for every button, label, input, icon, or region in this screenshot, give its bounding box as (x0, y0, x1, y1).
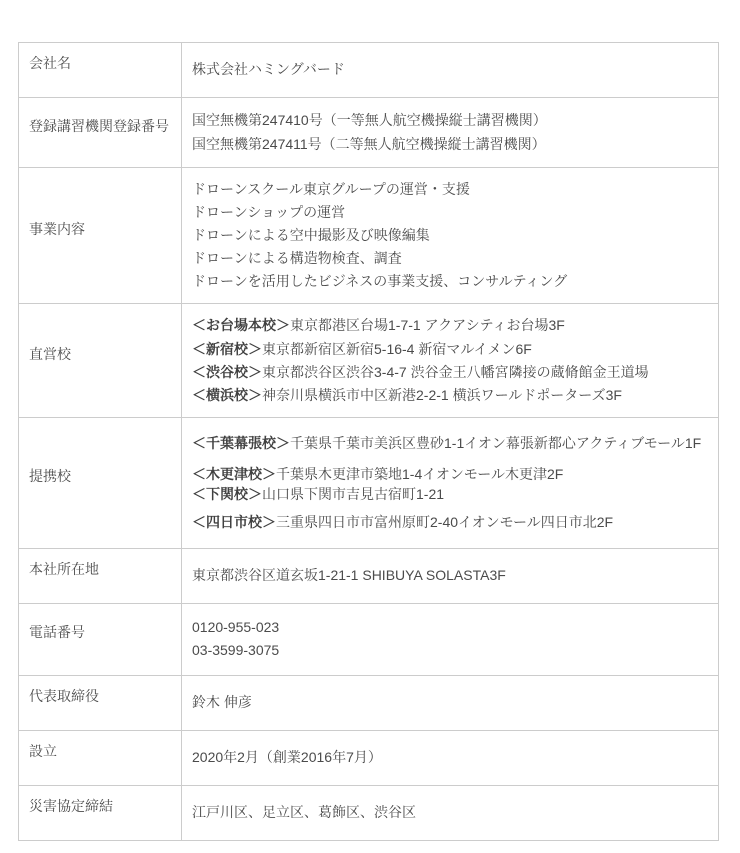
row-value-line (192, 512, 710, 532)
row-value-line (192, 801, 710, 824)
row-value-cell (182, 98, 719, 168)
line-text: 東京都港区台場1-7-1 アクアシティお台場3F (290, 317, 565, 334)
row-value-line (192, 361, 710, 384)
row-value-line (192, 338, 710, 361)
school-name-bold: ＜千葉幕張校＞ (192, 435, 290, 452)
line-text: 三重県四日市市富州原町2-40イオンモール四日市北2F (276, 514, 614, 531)
row-value-cell (182, 603, 719, 675)
row-value-line (192, 433, 710, 453)
row-label-cell (19, 675, 182, 730)
school-name-bold: ＜新宿校＞ (192, 340, 262, 357)
row-value-line (192, 616, 710, 639)
row-label: 事業内容 (29, 220, 85, 237)
row-label-cell (19, 730, 182, 785)
row-value-line (192, 178, 710, 201)
school-name-bold: ＜お台場本校＞ (192, 317, 290, 334)
row-label: 直営校 (29, 345, 71, 362)
row-label: 本社所在地 (29, 560, 99, 577)
table-row-business-description (19, 168, 719, 304)
row-label: 登録講習機関登録番号 (29, 117, 169, 134)
row-value-cell (182, 43, 719, 98)
table-row-establishment-date (19, 730, 719, 785)
row-label: 代表取締役 (29, 687, 99, 704)
phone-number-text: 03-3599-3075 (192, 642, 280, 659)
line-text: 国空無機第247410号（一等無人航空機操縦士講習機関） (192, 112, 547, 129)
row-value-line (192, 464, 710, 484)
row-value-line (192, 224, 710, 247)
table-row-disaster-agreements (19, 785, 719, 840)
row-value-line (192, 314, 710, 337)
row-value-cell (182, 304, 719, 417)
row-label-cell (19, 785, 182, 840)
row-label: 会社名 (29, 55, 71, 71)
line-text: 国空無機第247411号（二等無人航空機操縦士講習機関） (192, 135, 546, 152)
line-text: 千葉県千葉市美浜区豊砂1-1イオン幕張新都心アクティブモール1F (290, 435, 702, 452)
line-text: ドローンスクール東京グループの運営・支援 (192, 181, 470, 197)
line-text: ドローンによる構造物検査、調査 (192, 250, 402, 267)
table-row-company-name (19, 43, 719, 98)
line-text: 神奈川県横浜市中区新港2-2-1 横浜ワールドポーターズ3F (262, 386, 622, 403)
line-text: 千葉県木更津市築地1-4イオンモール木更津2F (276, 465, 564, 482)
line-text: 東京都新宿区新宿5-16-4 新宿マルイメン6F (262, 340, 532, 357)
line-text: 東京都渋谷区道玄坂1-21-1 SHIBUYA SOLASTA3F (192, 567, 506, 584)
line-text: ドローンを活用したビジネスの事業支援、コンサルティング (192, 273, 568, 290)
line-text: 山口県下関市吉見古宿町1-21 (262, 485, 445, 502)
line-text: ドローンショップの運営 (192, 204, 346, 221)
school-name-bold: ＜下関校＞ (192, 485, 262, 502)
row-label-cell (19, 43, 182, 98)
row-value-line (192, 270, 710, 293)
row-value-line (192, 691, 710, 714)
row-label: 提携校 (29, 467, 71, 484)
row-value-cell (182, 730, 719, 785)
row-label-cell (19, 168, 182, 304)
row-label-cell (19, 98, 182, 168)
row-value-line (192, 58, 710, 81)
row-value-line (192, 109, 710, 132)
row-value-line (192, 564, 710, 587)
phone-number-text: 0120-955-023 (192, 619, 280, 636)
row-label-cell (19, 603, 182, 675)
table-row-directly-managed-schools (19, 304, 719, 417)
row-label: 電話番号 (29, 624, 85, 641)
line-text: 株式会社ハミングバード (192, 61, 345, 78)
company-info-table (18, 42, 719, 841)
line-text: 鈴木 伸彦 (192, 694, 252, 711)
row-value-line (192, 247, 710, 270)
row-value-cell (182, 417, 719, 548)
row-value-cell (182, 675, 719, 730)
row-value-cell (182, 785, 719, 840)
table-row-registration-number (19, 98, 719, 168)
school-name-bold: ＜渋谷校＞ (192, 363, 262, 380)
school-name-bold: ＜木更津校＞ (192, 465, 276, 482)
table-row-representative-director (19, 675, 719, 730)
row-label-cell (19, 417, 182, 548)
row-label-cell (19, 304, 182, 417)
row-value-line (192, 133, 710, 156)
row-label: 災害協定締結 (29, 797, 113, 814)
row-value-line (192, 484, 710, 504)
line-text: 東京都渋谷区渋谷3-4-7 渋谷金王八幡宮隣接の蔵脩館金王道場 (262, 363, 649, 380)
table-row-head-office-address (19, 548, 719, 603)
row-label: 設立 (29, 742, 57, 759)
row-value-line (192, 201, 710, 224)
line-text: 2020年2月（創業2016年7月） (192, 749, 382, 766)
line-text: 江戸川区、足立区、葛飾区、渋谷区 (192, 804, 416, 821)
table-row-partner-schools (19, 417, 719, 548)
row-value-line (192, 746, 710, 769)
line-text: ドローンによる空中撮影及び映像編集 (192, 227, 430, 244)
row-value-line (192, 639, 710, 662)
school-name-bold: ＜横浜校＞ (192, 386, 262, 403)
row-label-cell (19, 548, 182, 603)
row-value-line (192, 384, 710, 407)
row-value-cell (182, 168, 719, 304)
school-name-bold: ＜四日市校＞ (192, 514, 276, 531)
table-row-phone-numbers (19, 603, 719, 675)
row-value-cell (182, 548, 719, 603)
